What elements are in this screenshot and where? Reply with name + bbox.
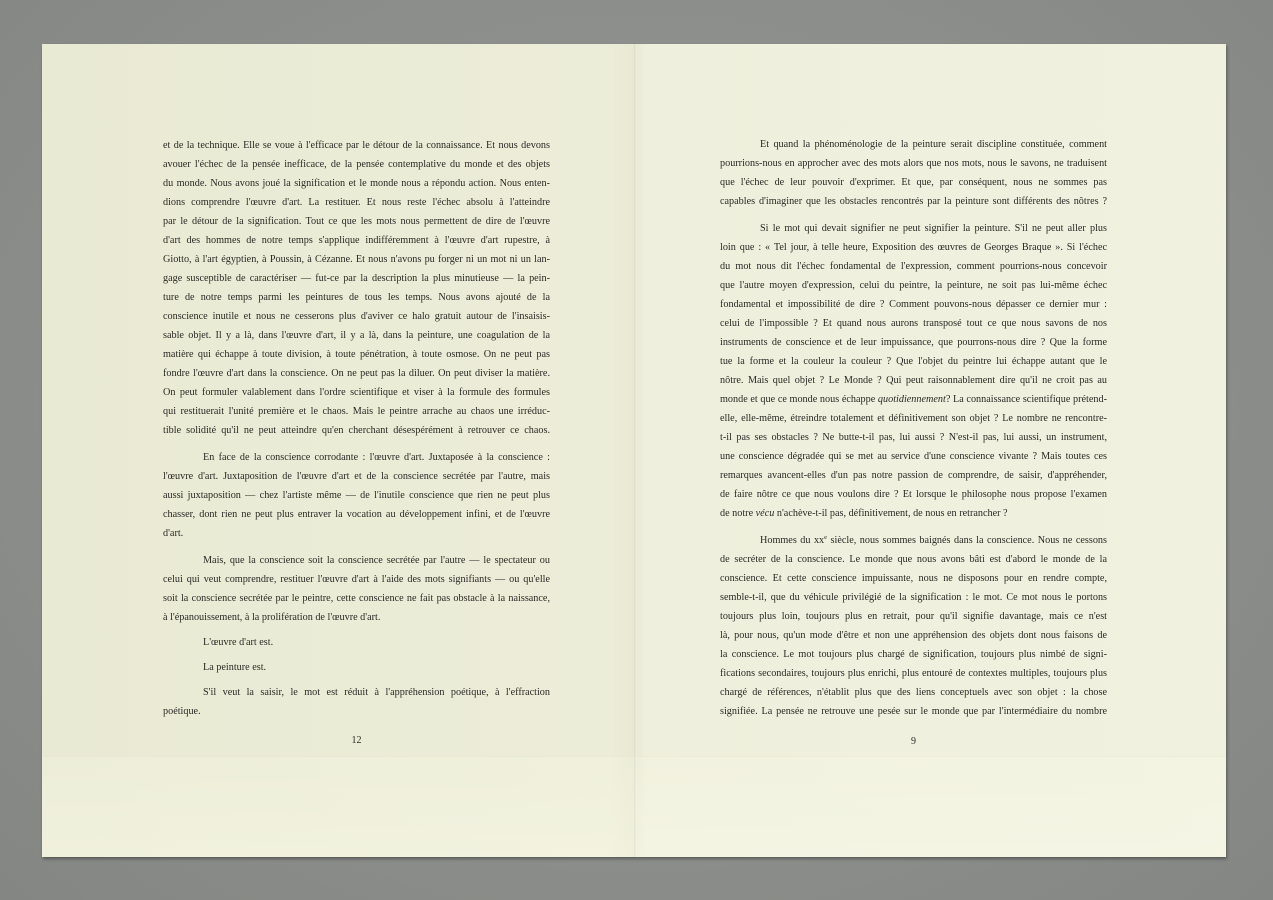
text-line: Si le mot qui devait signifier ne peut signifier la peinture. S'il ne peut aller plus: [760, 223, 1107, 234]
text-line: Et quand la phénoménologie de la peinture serait discipline constituée, comment: [760, 139, 1107, 150]
text-line: Giotto, à l'art égyptien, à Poussin, à Cézanne. Et nous n'avons pu forger ni un mot ni un lan-: [163, 254, 550, 265]
text-line: On peut formuler valablement dans l'ordre scientifique et viser à la formule des formules: [163, 387, 550, 398]
text-line: capables d'imaginer que les obstacles rencontrés par la peinture sont différents des nôtres ?: [720, 196, 1107, 207]
left-page-text: [163, 136, 550, 721]
text-segment: Hommes du xx: [760, 535, 825, 546]
text-line: conscience. Et cette conscience impuissante, nous ne disposons pour en rendre compte,: [720, 573, 1107, 584]
text-line: ture de notre temps parmi les peintures de tous les temps. Nous avons ajouté de la: [163, 292, 550, 303]
text-line: l'œuvre d'art. Juxtaposition de l'œuvre d'art et de la conscience secrétée par l'autre, mais: [163, 471, 550, 482]
text-line: soit la conscience secrétée par le peintre, cette conscience ne fait pas obstacle à la naissance,: [163, 593, 550, 604]
text-line: et de la technique. Elle se voue à l'efficace par le détour de la connaissance. Et nous devons: [163, 140, 550, 151]
text-line: tue la forme et la couleur la couleur ? Que l'objet du peintre lui échappe autant que le: [720, 356, 1107, 367]
text-line: La peinture est.: [203, 662, 267, 673]
italic-word: vécu: [755, 508, 775, 519]
text-line: fondre l'œuvre d'art dans la conscience. On ne peut pas la diluer. On peut diviser la matière.: [163, 368, 550, 379]
text-line: fications secondaires, toujours plus enrichi, plus entouré de contextes multiples, toujours plus: [720, 668, 1107, 679]
paragraph: [163, 136, 550, 440]
text-segment: monde et que ce monde nous échappe: [720, 394, 878, 405]
text-line: elle, elle-même, étreindre totalement et définitivement son objet ? Le nombre ne rencontre-: [720, 413, 1107, 424]
text-line: du monde. Nous avons joué la signification et le monde nous a répondu action. Nous enten-: [163, 178, 550, 189]
text-line: celui de l'impossible ? Et quand nous aurons transposé tout ce que nous savons de nos: [720, 318, 1107, 329]
text-segment: n'achève-t-il pas, définitivement, de nous en retrancher ?: [774, 508, 1008, 519]
paragraph: [163, 448, 550, 543]
text-line: [720, 390, 1107, 409]
text-segment: ? La connaissance scientifique prétend-: [945, 394, 1107, 405]
page-number: 12: [351, 735, 362, 746]
text-line: sable objet. Il y a là, dans l'œuvre d'art, il y a là, dans la peinture, une coagulation de la: [163, 330, 550, 341]
text-line: que l'autre moyen d'expression, celui du peintre, la peinture, ne soit pas lui-même échec: [720, 280, 1107, 291]
text-line: poétique.: [163, 706, 201, 717]
text-line: là, pour nous, qu'un mode d'être et non une appréhension des objets dont nous faisons de: [720, 630, 1107, 641]
text-line: t-il pas ses obstacles ? Ne butte-t-il pas, lui aussi ? N'est-il pas, lui aussi, un instrument,: [720, 432, 1107, 443]
text-line: signifiée. La pensée ne retrouve une pesée sur le monde que par l'intermédiaire du nombre: [720, 706, 1107, 717]
text-line: conscience inutile et nous ne cesserons plus d'aviver ce halo gratuit autour de l'insaisis-: [163, 311, 550, 322]
text-line: L'œuvre d'art est.: [203, 637, 274, 648]
paragraph: [720, 531, 1107, 721]
text-line: d'art des hommes de notre temps s'applique indifféremment à l'œuvre d'art rupestre, à: [163, 235, 550, 246]
text-line: semble-t-il, que du véhicule privilégié de la signification : le mot. Ce mot nous le portons: [720, 592, 1107, 603]
text-line: S'il veut la saisir, le mot est réduit à l'appréhension poétique, à l'effraction: [203, 687, 550, 698]
right-page-text: [720, 135, 1107, 721]
text-line: que l'échec de leur pouvoir d'exprimer. Et que, par conséquent, nous ne sommes pas: [720, 177, 1107, 188]
page-number: 9: [911, 736, 916, 747]
text-line: chargé de références, n'établit plus que des liens conceptuels avec son objet : la chose: [720, 687, 1107, 698]
text-line: du mot nous dit l'échec fondamental de l'expression, comment pourrions-nous concevoir: [720, 261, 1107, 272]
text-line: tible solidité qu'il ne peut atteindre qu'en cherchant désespérément à retrouver ce chaos.: [163, 425, 550, 436]
text-line: d'art.: [163, 528, 184, 539]
text-line: remarques avancent-elles d'un pas notre passion de comprendre, de saisir, d'appréhender,: [720, 470, 1107, 481]
text-line: de secréter de la conscience. Le monde que nous avons bâti est d'abord le monde de la: [720, 554, 1107, 565]
text-line: qui restituerait l'unité première et le chaos. Mais le peintre arrache au chaos une irréduc-: [163, 406, 550, 417]
paragraph: [163, 658, 550, 677]
text-segment: siècle, nous sommes baignés dans la conscience. Nous ne cessons: [827, 535, 1107, 546]
paragraph: [720, 219, 1107, 523]
text-segment: de notre: [720, 508, 756, 519]
text-line: celui qui veut comprendre, restituer l'œuvre d'art à l'aide des mots signifiants — ou qu'elle: [163, 574, 550, 585]
text-line: une conscience dégradée qui se met au service d'une conscience vivante ? Mais toutes ces: [720, 451, 1107, 462]
text-line: à l'épanouissement, à la prolifération de l'œuvre d'art.: [163, 612, 381, 623]
paragraph: [163, 633, 550, 652]
text-line: fondamental et impossibilité de dire ? Comment pouvons-nous dépasser ce dernier mur :: [720, 299, 1107, 310]
paragraph: [163, 683, 550, 721]
text-line: la conscience. Le mot toujours plus chargé de signification, toujours plus nimbé de signi-: [720, 649, 1107, 660]
center-fold: [634, 44, 637, 857]
superscript: e: [824, 534, 828, 541]
text-line: En face de la conscience corrodante : l'œuvre d'art. Juxtaposée à la conscience :: [203, 452, 550, 463]
text-line: Mais, que la conscience soit la conscience secrétée par l'autre — le spectateur ou: [203, 555, 550, 566]
text-line: toujours plus loin, toujours plus en retrait, pour qu'il signifie davantage, mais ce n'est: [720, 611, 1107, 622]
paragraph: [163, 551, 550, 627]
text-line: pourrions-nous en approcher avec des mots alors que nos mots, nous le savons, ne traduisent: [720, 158, 1107, 169]
text-line: [720, 531, 1107, 550]
text-line: aussi juxtaposition — chez l'artiste même — de l'inutile conscience que rien ne peut plus: [163, 490, 550, 501]
text-line: dions comprendre l'œuvre d'art. La restituer. Et nous reste l'échec absolu à l'atteindre: [163, 197, 550, 208]
text-line: instruments de conscience et de leur impuissance, que pourrons-nous dire ? Que la forme: [720, 337, 1107, 348]
text-line: [720, 504, 1107, 523]
text-line: gage susceptible de caractériser — fut-ce par la description la plus minutieuse — la pein-: [163, 273, 550, 284]
text-line: chasser, dont rien ne peut plus entraver la vocation au développement infini, et de l'œuvre: [163, 509, 550, 520]
text-line: de faire nôtre ce que nous voulons dire ? Et lorsque le philosophe nous propose l'examen: [720, 489, 1107, 500]
text-line: matière qui échappe à toute division, à toute pénétration, à toute osmose. On ne peut pas: [163, 349, 550, 360]
text-line: loin que : « Tel jour, à telle heure, Exposition des œuvres de Georges Braque ». Si l'échec: [720, 242, 1107, 253]
book-spread: [42, 44, 1226, 857]
text-line: avouer l'échec de la pensée inefficace, de la pensée contemplative du monde et des objets: [163, 159, 550, 170]
italic-word: quotidiennement: [877, 394, 946, 405]
paragraph: [720, 135, 1107, 211]
text-line: par le détour de la signification. Tout ce que les mots nous permettent de dire de l'œuvre: [163, 216, 550, 227]
text-line: nôtre. Mais quel objet ? Le Monde ? Qui peut raisonnablement dire qu'il ne croit pas au: [720, 375, 1107, 386]
